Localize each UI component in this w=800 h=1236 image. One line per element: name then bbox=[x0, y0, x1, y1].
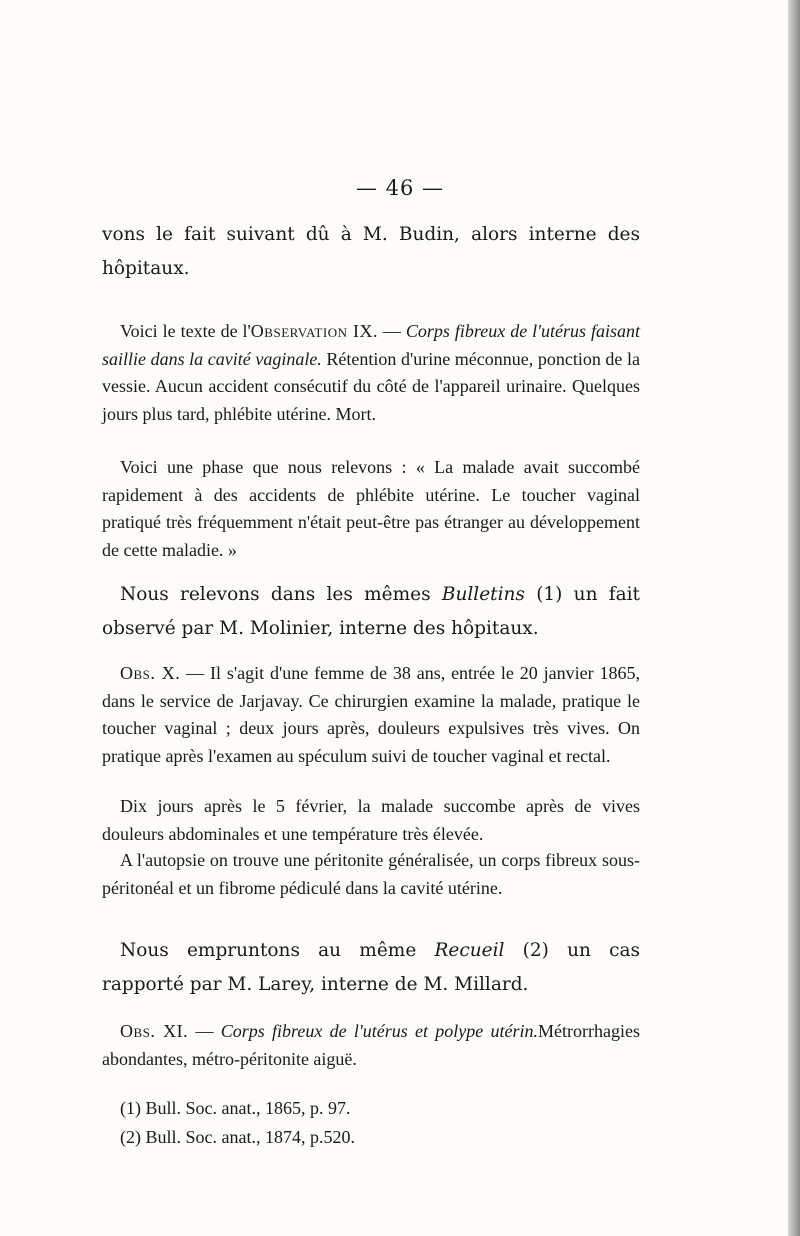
paragraph-observation-ix bbox=[102, 318, 640, 428]
text-a: Nous relevons dans les mêmes bbox=[120, 584, 442, 605]
observation-label: Obs. XI. bbox=[120, 1021, 189, 1041]
paragraph-death bbox=[102, 793, 640, 848]
page-number: — 46 — bbox=[355, 176, 445, 200]
paragraph-text: vons le fait suivant dû à M. Budin, alors interne des hôpitaux. bbox=[102, 224, 640, 279]
observation-title: Corps fibreux de l'utérus et polype utérin. bbox=[220, 1021, 539, 1041]
footnote-1: (1) Bull. Soc. anat., 1865, p. 97. bbox=[120, 1098, 351, 1118]
text-b: (1) un fait observé par M. Molinier, interne des hôpitaux. bbox=[102, 584, 640, 639]
footnote-2: (2) Bull. Soc. anat., 1874, p.520. bbox=[120, 1127, 355, 1147]
text-dash: — bbox=[188, 1021, 221, 1041]
observation-label: Observation IX. bbox=[250, 321, 378, 341]
paragraph-molinier bbox=[102, 578, 640, 646]
paragraph-text: A l'autopsie on trouve une péritonite généralisée, un corps fibreux sous-péritonéal et un fibrome pédiculé dans la cavité utérine. bbox=[102, 850, 640, 898]
paragraph-autopsy bbox=[102, 847, 640, 902]
paragraph-observation-x bbox=[102, 660, 640, 770]
text-intro: Voici le texte de l' bbox=[120, 321, 251, 341]
observation-label: Obs. X. bbox=[120, 663, 181, 683]
recueil-title: Recueil bbox=[434, 940, 505, 961]
paragraph-text: Dix jours après le 5 février, la malade succombe après de vives douleurs abdominales et une température très élevée. bbox=[102, 796, 640, 844]
paragraph-observation-xi bbox=[102, 1018, 640, 1073]
bulletins-title: Bulletins bbox=[441, 584, 525, 605]
paragraph-larey bbox=[102, 934, 640, 1002]
text-rest: Rétention d'urine méconnue, ponction de la vessie. Aucun accident consécutif du côté de l'appareil urinaire. Quelques jours plus tard, phlébite utérine. Mort. bbox=[102, 348, 640, 424]
text-rest: Métrorrhagies abondantes, métro-péritonite aiguë. bbox=[102, 1021, 640, 1069]
text-b: (2) un cas rapporté par M. Larey, interne de M. Millard. bbox=[102, 940, 640, 995]
text-dash: — bbox=[377, 321, 406, 341]
text-rest: — Il s'agit d'une femme de 38 ans, entrée le 20 janvier 1865, dans le service de Jarjavay. Ce chirurgien examine la malade, pratique le toucher vaginal ; deux jours après, douleurs expulsives très vives. On pratique après l'examen au spéculum suivi de toucher vaginal et rectal. bbox=[102, 663, 640, 766]
observation-title: Corps fibreux de l'utérus faisant saillie dans la cavité vaginale. bbox=[102, 321, 641, 369]
quotation-text: Voici une phase que nous relevons : « La malade avait succombé rapidement à des accidents de phlébite utérine. Le toucher vaginal pratiqué très fréquemment n'était peut-être pas étranger au développement de cette maladie. » bbox=[102, 457, 640, 560]
paragraph-budin bbox=[102, 218, 640, 286]
text-a: Nous empruntons au même bbox=[120, 940, 435, 961]
paragraph-quotation bbox=[102, 454, 640, 564]
